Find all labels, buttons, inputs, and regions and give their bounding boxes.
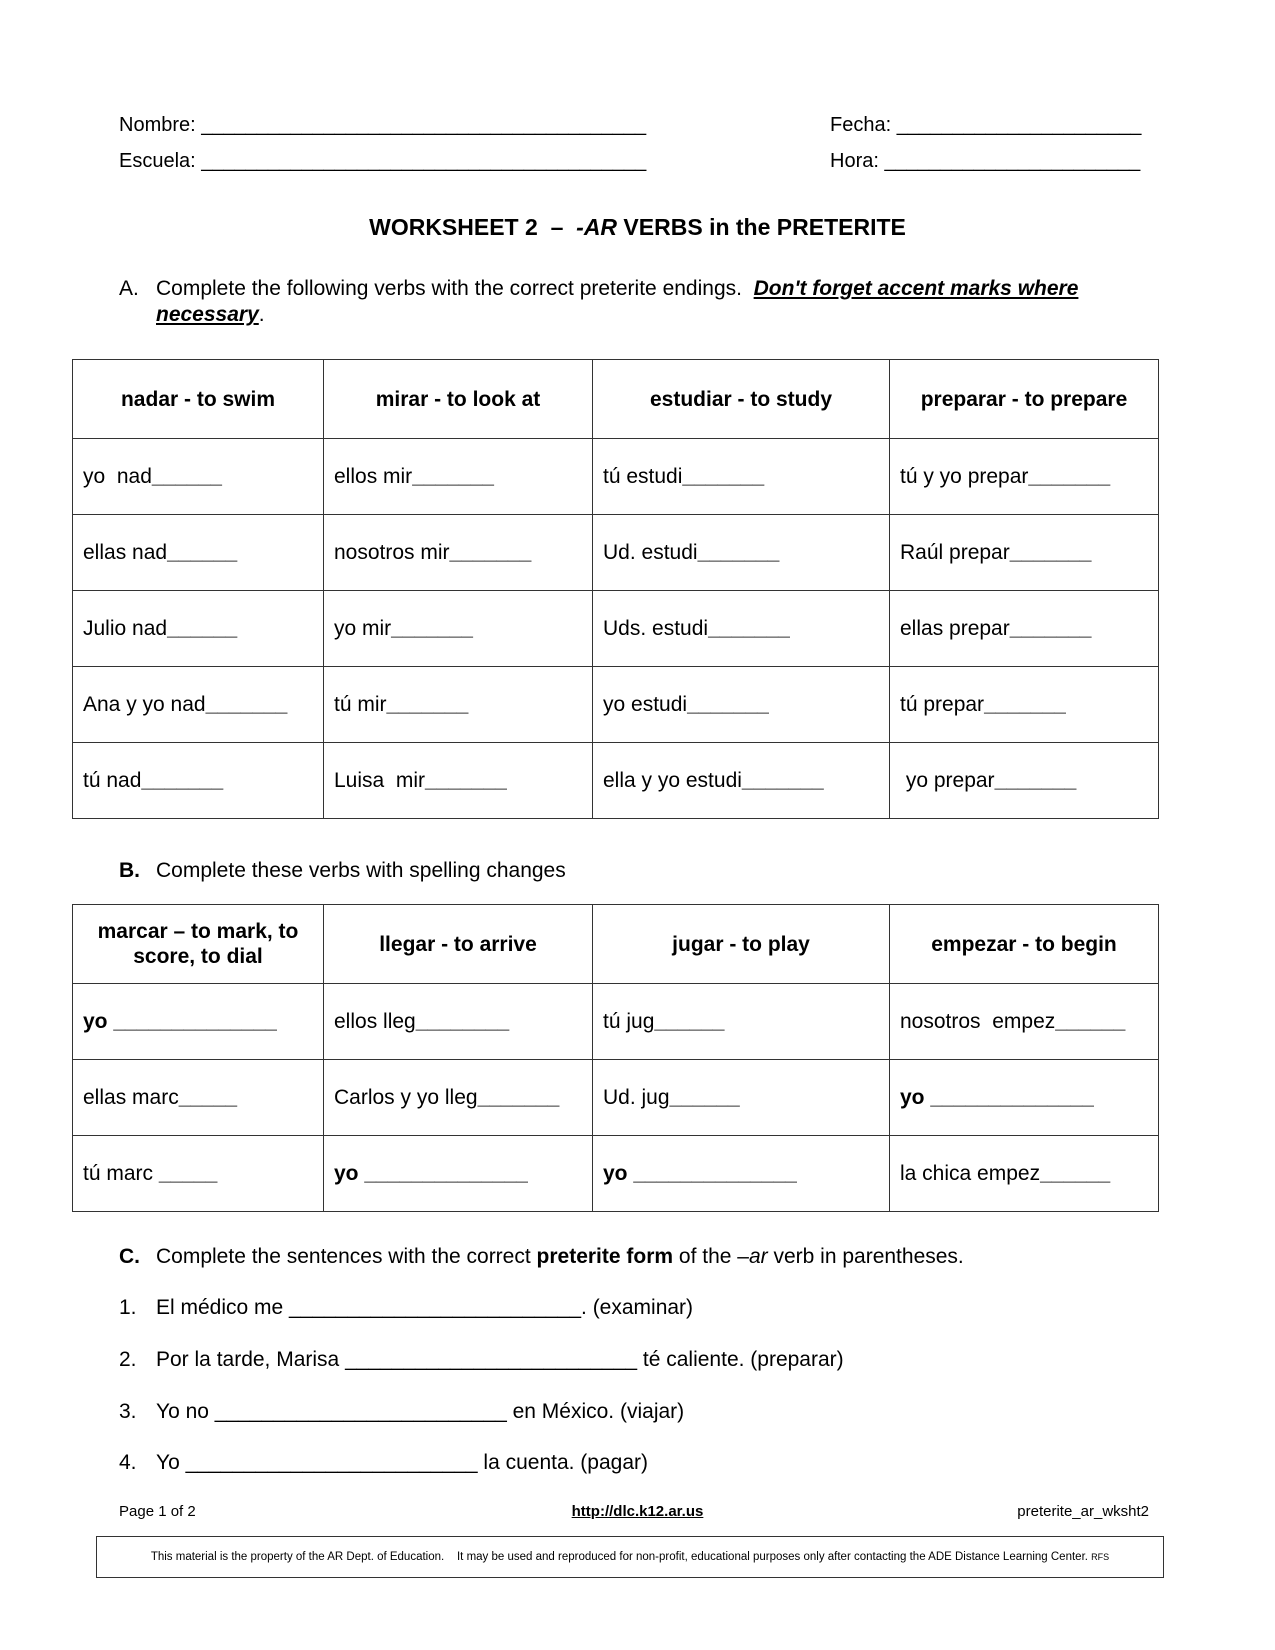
- answer-blank[interactable]: _______: [412, 464, 494, 488]
- sentence-4-num: 4.: [119, 1451, 137, 1474]
- table_a-cell[interactable]: [890, 515, 1159, 591]
- table-row: [73, 439, 1159, 515]
- table_a-header-1: nadar - to swim: [73, 360, 324, 439]
- answer-blank[interactable]: _______: [697, 540, 780, 564]
- answer-blank[interactable]: ______________: [627, 1161, 797, 1185]
- cell-stem: ellos lleg: [334, 1009, 416, 1033]
- answer-blank[interactable]: ______: [167, 616, 238, 640]
- title-ar: -AR: [576, 214, 618, 240]
- table_a-cell[interactable]: [324, 667, 593, 743]
- cell-stem: tú prepar: [900, 692, 985, 716]
- cell-stem: Raúl prepar: [900, 540, 1010, 564]
- sentence-1-num: 1.: [119, 1296, 137, 1319]
- cell-stem: Ud. estudi: [603, 540, 698, 564]
- footer-file: preterite_ar_wksht2: [1017, 1503, 1149, 1520]
- table_b-cell[interactable]: [73, 1136, 324, 1212]
- cell-stem: ellas prepar: [900, 616, 1010, 640]
- answer-blank[interactable]: _______: [477, 1085, 560, 1109]
- answer-blank[interactable]: ______: [669, 1085, 740, 1109]
- section-a-instructions: [156, 276, 1156, 328]
- cell-stem: ellos mir: [334, 464, 413, 488]
- section-a-text: Complete the following verbs with the correct preterite endings.: [156, 277, 742, 300]
- cell-pronoun: yo: [603, 1161, 628, 1185]
- table_a-cell[interactable]: [73, 439, 324, 515]
- cell-stem: yo nad: [83, 464, 152, 488]
- section-a-letter: A.: [119, 277, 139, 300]
- cell-stem: nosotros mir: [334, 540, 450, 564]
- table_a-cell[interactable]: [73, 667, 324, 743]
- table_a-cell[interactable]: [593, 439, 890, 515]
- answer-blank[interactable]: _______: [449, 540, 532, 564]
- table-a: [72, 359, 1159, 819]
- answer-blank[interactable]: _______: [425, 768, 507, 792]
- answer-blank[interactable]: _______: [708, 616, 790, 640]
- section-c-text2: of the –: [673, 1245, 749, 1268]
- title-suffix: VERBS in the PRETERITE: [617, 214, 906, 240]
- table-row: [73, 515, 1159, 591]
- cell-stem: Uds. estudi: [603, 616, 709, 640]
- cell-stem: tú estudi: [603, 464, 683, 488]
- notice-initials: RFS: [1091, 1552, 1110, 1562]
- cell-stem: Luisa mir: [334, 768, 426, 792]
- answer-blank[interactable]: _______: [994, 768, 1077, 792]
- table-row: [73, 1060, 1159, 1136]
- table-row: [73, 667, 1159, 743]
- answer-blank[interactable]: ______: [167, 540, 238, 564]
- table-b: [72, 904, 1159, 1212]
- escuela-field[interactable]: Escuela: ________________________________________: [119, 150, 647, 172]
- table_b-cell[interactable]: [73, 984, 324, 1060]
- answer-blank[interactable]: _______: [1009, 616, 1092, 640]
- table_b-header-4: empezar - to begin: [890, 905, 1159, 984]
- footer-url[interactable]: http://dlc.k12.ar.us: [571, 1503, 704, 1520]
- table_a-cell[interactable]: [890, 667, 1159, 743]
- table_a-cell[interactable]: [890, 743, 1159, 819]
- footer-page: Page 1 of 2: [119, 1503, 196, 1520]
- sentence-1[interactable]: El médico me _________________________. (examinar): [156, 1296, 694, 1319]
- worksheet-title: [0, 214, 1275, 241]
- table_b-cell[interactable]: [890, 1136, 1159, 1212]
- sentence-3-num: 3.: [119, 1400, 137, 1423]
- answer-blank[interactable]: ______: [654, 1009, 725, 1033]
- table_a-cell[interactable]: [593, 667, 890, 743]
- answer-blank[interactable]: ______________: [358, 1161, 528, 1185]
- section-a-period: .: [258, 303, 265, 326]
- answer-blank[interactable]: ______: [151, 464, 222, 488]
- cell-stem: Ana y yo nad: [83, 692, 206, 716]
- table_b-cell[interactable]: [890, 984, 1159, 1060]
- sentence-2-num: 2.: [119, 1348, 137, 1371]
- table_b-header-1: marcar – to mark, to score, to dial: [73, 905, 324, 984]
- table_b-cell[interactable]: [324, 984, 593, 1060]
- cell-pronoun: yo: [334, 1161, 359, 1185]
- cell-stem: Julio nad: [83, 616, 168, 640]
- copyright-notice: [96, 1536, 1164, 1578]
- answer-blank[interactable]: _______: [1028, 464, 1111, 488]
- hora-field[interactable]: Hora: _______________________: [830, 150, 1141, 172]
- table_b-cell[interactable]: [593, 1136, 890, 1212]
- answer-blank[interactable]: ______________: [924, 1085, 1094, 1109]
- section-c-letter: C.: [119, 1245, 140, 1268]
- answer-blank[interactable]: ________: [415, 1009, 510, 1033]
- cell-stem: tú mir: [334, 692, 387, 716]
- cell-stem: tú y yo prepar: [900, 464, 1029, 488]
- cell-pronoun: yo: [900, 1085, 925, 1109]
- table_a-cell[interactable]: [890, 591, 1159, 667]
- table_a-cell[interactable]: [593, 591, 890, 667]
- section-c-instructions: [156, 1244, 964, 1270]
- cell-stem: Ud. jug: [603, 1085, 670, 1109]
- table-row: [73, 984, 1159, 1060]
- table_a-cell[interactable]: [593, 515, 890, 591]
- table_a-cell[interactable]: [593, 743, 890, 819]
- cell-stem: yo prepar: [900, 768, 995, 792]
- table_a-cell[interactable]: [73, 743, 324, 819]
- cell-stem: la chica empez: [900, 1161, 1041, 1185]
- table_a-cell[interactable]: [73, 591, 324, 667]
- cell-stem: tú nad: [83, 768, 142, 792]
- table_a-cell[interactable]: [324, 515, 593, 591]
- answer-blank[interactable]: ______________: [107, 1009, 277, 1033]
- answer-blank[interactable]: _______: [984, 692, 1066, 716]
- section-c-text1: Complete the sentences with the correct: [156, 1245, 537, 1268]
- answer-blank[interactable]: _______: [682, 464, 765, 488]
- table_a-cell[interactable]: [324, 439, 593, 515]
- section-b-letter: B.: [119, 859, 140, 882]
- answer-blank[interactable]: _______: [391, 616, 473, 640]
- notice-text: This material is the property of the AR Dept. of Education. It may be used and reproduced for non-profit, educational purposes only after contacting the ADE Distance Learning Center.: [150, 1551, 1088, 1563]
- table_b-header-3: jugar - to play: [593, 905, 890, 984]
- answer-blank[interactable]: _______: [141, 768, 224, 792]
- table_b-cell[interactable]: [890, 1060, 1159, 1136]
- cell-stem: yo estudi: [603, 692, 688, 716]
- section-b-text: Complete these verbs with spelling changes: [156, 859, 566, 882]
- table_a-header-4: preparar - to prepare: [890, 360, 1159, 439]
- table_b-cell[interactable]: [73, 1060, 324, 1136]
- cell-stem: tú jug: [603, 1009, 655, 1033]
- answer-blank[interactable]: _______: [741, 768, 824, 792]
- table_a-cell[interactable]: [324, 743, 593, 819]
- sentence-4[interactable]: Yo _________________________ la cuenta. (pagar): [156, 1451, 649, 1474]
- fecha-field[interactable]: Fecha: ______________________: [830, 114, 1142, 136]
- table_a-cell[interactable]: [890, 439, 1159, 515]
- answer-blank[interactable]: _____: [158, 1161, 218, 1185]
- table-row: [73, 743, 1159, 819]
- sentence-3[interactable]: Yo no _________________________ en México. (viajar): [156, 1400, 685, 1423]
- title-prefix: WORKSHEET 2 –: [369, 214, 577, 240]
- table_a-cell[interactable]: [324, 591, 593, 667]
- table_b-header-2: llegar - to arrive: [324, 905, 593, 984]
- cell-stem: ella y yo estudi: [603, 768, 742, 792]
- section-c-text3: verb in parentheses.: [767, 1245, 964, 1268]
- cell-stem: Carlos y yo lleg: [334, 1085, 478, 1109]
- cell-stem: tú marc: [83, 1161, 159, 1185]
- nombre-field[interactable]: Nombre: ________________________________________: [119, 114, 647, 136]
- answer-blank[interactable]: _______: [687, 692, 769, 716]
- cell-stem: nosotros empez: [900, 1009, 1056, 1033]
- section-c-bold: preterite form: [536, 1245, 674, 1268]
- answer-blank[interactable]: _______: [386, 692, 469, 716]
- table_b-cell[interactable]: [593, 984, 890, 1060]
- table_b-cell[interactable]: [324, 1060, 593, 1136]
- table-row: [73, 1136, 1159, 1212]
- answer-blank[interactable]: ______: [1040, 1161, 1111, 1185]
- table_a-header-2: mirar - to look at: [324, 360, 593, 439]
- answer-blank[interactable]: _______: [1009, 540, 1092, 564]
- sentence-2[interactable]: Por la tarde, Marisa _________________________ té caliente. (preparar): [156, 1348, 844, 1371]
- answer-blank[interactable]: _______: [205, 692, 288, 716]
- table_a-cell[interactable]: [73, 515, 324, 591]
- cell-pronoun: yo: [83, 1009, 108, 1033]
- cell-stem: ellas marc: [83, 1085, 179, 1109]
- answer-blank[interactable]: _____: [178, 1085, 238, 1109]
- table_a-header-3: estudiar - to study: [593, 360, 890, 439]
- table-row: [73, 591, 1159, 667]
- cell-stem: ellas nad: [83, 540, 168, 564]
- answer-blank[interactable]: ______: [1055, 1009, 1126, 1033]
- table_b-cell[interactable]: [593, 1060, 890, 1136]
- table_b-cell[interactable]: [324, 1136, 593, 1212]
- section-a-emphasis: Don't forget accent marks where necessary: [156, 277, 1079, 326]
- cell-stem: yo mir: [334, 616, 392, 640]
- section-c-ital: ar: [748, 1245, 768, 1268]
